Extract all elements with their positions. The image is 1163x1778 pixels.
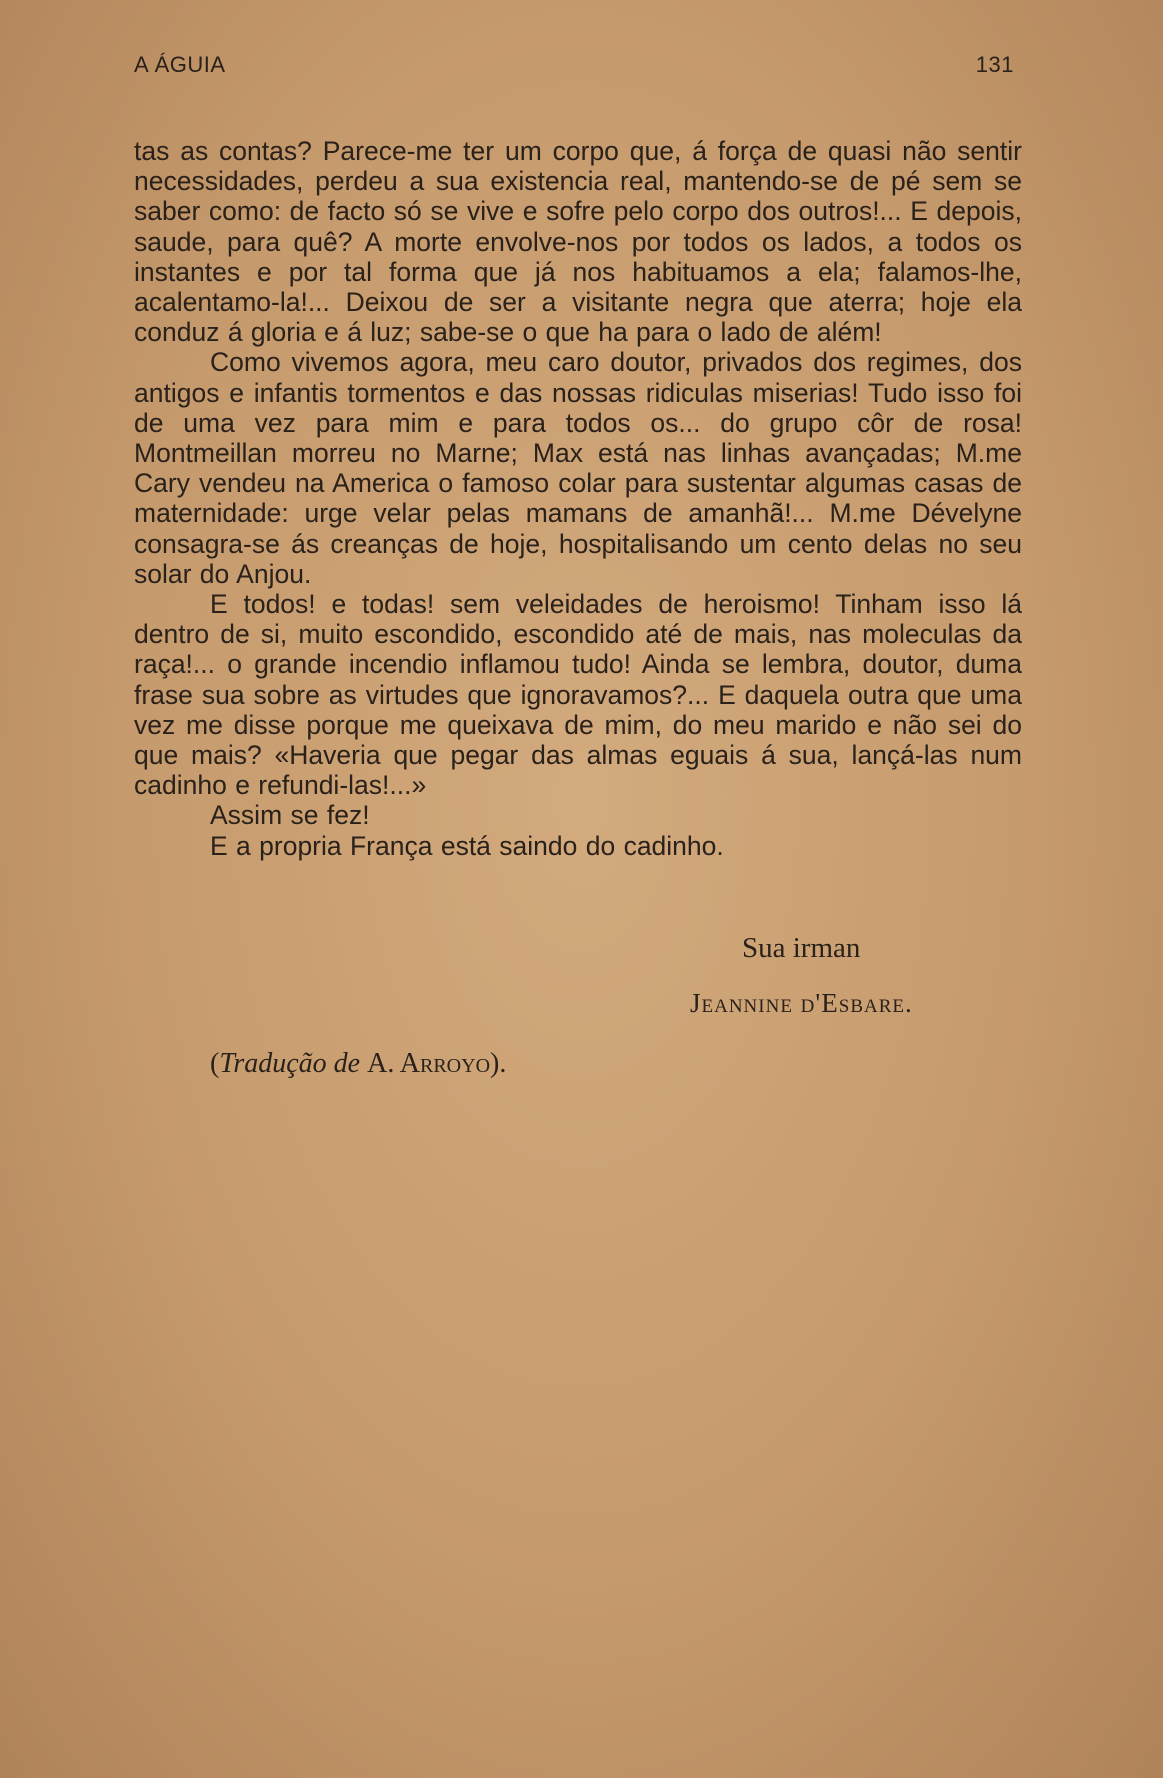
journal-title: A ÁGUIA <box>134 52 226 77</box>
closing-salutation: Sua irman <box>742 932 861 964</box>
paragraph: Assim se fez! <box>210 800 370 831</box>
paragraph: E todos! e todas! sem veleidades de heroismo! Tinham isso lá dentro de si, muito escondido, escondido até de mais, nas moleculas da raça!... o grande incendio inflamou tudo! Ainda se lembra, doutor, duma frase sua sobre as virtudes que ignoravamos?... E daquela outra que uma vez me disse porque me queixava de mim, do meu marido e não sei do que mais? «Haveria que pegar das almas eguais á sua, lançá-las num cadinho e refundi-las!...» <box>134 589 1022 801</box>
signature-block <box>134 920 1014 1079</box>
author-name: Jeannine d'Esbare. <box>690 988 913 1018</box>
page-number: 131 <box>975 52 1014 77</box>
paragraph: tas as contas? Parece-me ter um corpo que, á força de quasi não sentir necessidades, perdeu a sua existencia real, mantendo-se de pé sem se saber como: de facto só se vive e sofre pelo corpo dos outros!... E depois, saude, para quê? A morte envolve-nos por todos os lados, a todos os instantes e por tal forma que já nos habituamos a ela; falamos-lhe, acalentamo-la!... Deixou de ser a visitante negra que aterra; hoje ela conduz á gloria e á luz; sabe-se o que ha para o lado de além! <box>134 136 1022 348</box>
translation-credit: (Tradução de A. Arroyo). <box>210 1048 507 1079</box>
running-head <box>134 52 1014 92</box>
translation-label: Tradução de <box>219 1048 361 1079</box>
paragraph: E a propria França está saindo do cadinho. <box>210 830 724 861</box>
paragraph: Como vivemos agora, meu caro doutor, privados dos regimes, dos antigos e infantis tormentos e das nossas ridiculas miserias! Tudo isso foi de uma vez para mim e para todos os... do grupo côr de rosa! Montmeillan morreu no Marne; Max está nas linhas avançadas; M.me Cary vendeu na America o famoso colar para sustentar algumas casas de maternidade: urge velar pelas mamans de amanhã!... M.me Dévelyne consagra-se ás creanças de hoje, hospitalisando um cento delas no seu solar do Anjou. <box>134 347 1022 589</box>
translator-name: A. Arroyo <box>367 1048 491 1079</box>
body-text <box>134 136 1022 861</box>
